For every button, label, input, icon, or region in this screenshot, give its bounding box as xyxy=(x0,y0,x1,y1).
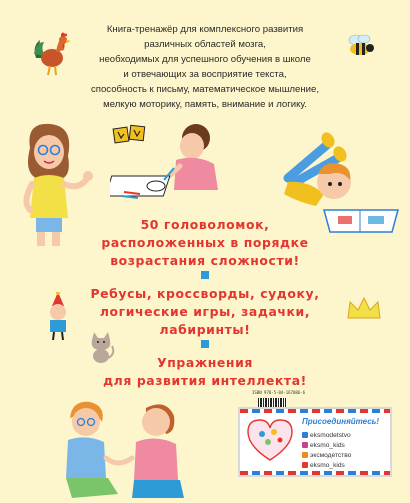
social-instagram[interactable] xyxy=(302,442,345,449)
social-youtube[interactable] xyxy=(302,462,345,469)
ok-icon xyxy=(302,452,308,458)
headline-line: логические игры, задачки, xyxy=(99,304,311,319)
intro-line: Книга-тренажёр для комплексного развития xyxy=(106,24,304,35)
headline-line: Ребусы, кроссворды, судоку, xyxy=(90,286,320,301)
headline-line: 50 головоломок, xyxy=(140,217,270,232)
social-vk[interactable] xyxy=(302,432,351,439)
rooster-icon xyxy=(30,28,74,78)
divider-bullet xyxy=(201,271,209,279)
sticker-stripe xyxy=(240,471,390,475)
headline-line: расположенных в порядке xyxy=(101,235,309,250)
isbn-text: ISBN 978-5-04-167086-6 xyxy=(252,390,305,395)
intro-line: необходимых для успешного обучения в школе xyxy=(99,54,311,65)
crown-icon xyxy=(344,296,384,324)
headline-line: Упражнения xyxy=(157,355,253,370)
social-handle: eksmodetstvo xyxy=(310,432,351,439)
headline-line: лабиринты! xyxy=(159,322,251,337)
social-handle: eksmo_kids xyxy=(310,442,345,449)
social-handle: eksmo_kids xyxy=(310,462,345,469)
sticker-stripe xyxy=(240,409,390,413)
social-ok[interactable] xyxy=(302,452,351,459)
youtube-icon xyxy=(302,462,308,468)
vk-icon xyxy=(302,432,308,438)
headline-puzzles xyxy=(35,216,375,270)
intro-line: способность к письму, математическое мышление, xyxy=(90,84,319,95)
girl-drawing-illustration xyxy=(110,120,250,200)
heart-badge-icon xyxy=(244,416,296,464)
divider-bullet xyxy=(201,340,209,348)
barcode xyxy=(258,398,286,407)
intro-line: и отвечающих за восприятие текста, xyxy=(123,69,287,80)
headline-line: для развития интеллекта! xyxy=(103,373,307,388)
intro-line: различных областей мозга, xyxy=(144,39,266,50)
intro-line: мелкую моторику, память, внимание и логику. xyxy=(103,99,307,110)
instagram-icon xyxy=(302,442,308,448)
cat-illustration xyxy=(86,330,116,364)
bee-icon xyxy=(342,32,378,62)
puppet-illustration xyxy=(40,292,82,342)
kids-playing-illustration xyxy=(62,398,192,503)
headline-line: возрастания сложности! xyxy=(110,253,300,268)
social-handle: эксмодетство xyxy=(310,452,352,459)
intro-text xyxy=(70,22,340,112)
join-label: Присоединяйтесь! xyxy=(302,417,380,426)
